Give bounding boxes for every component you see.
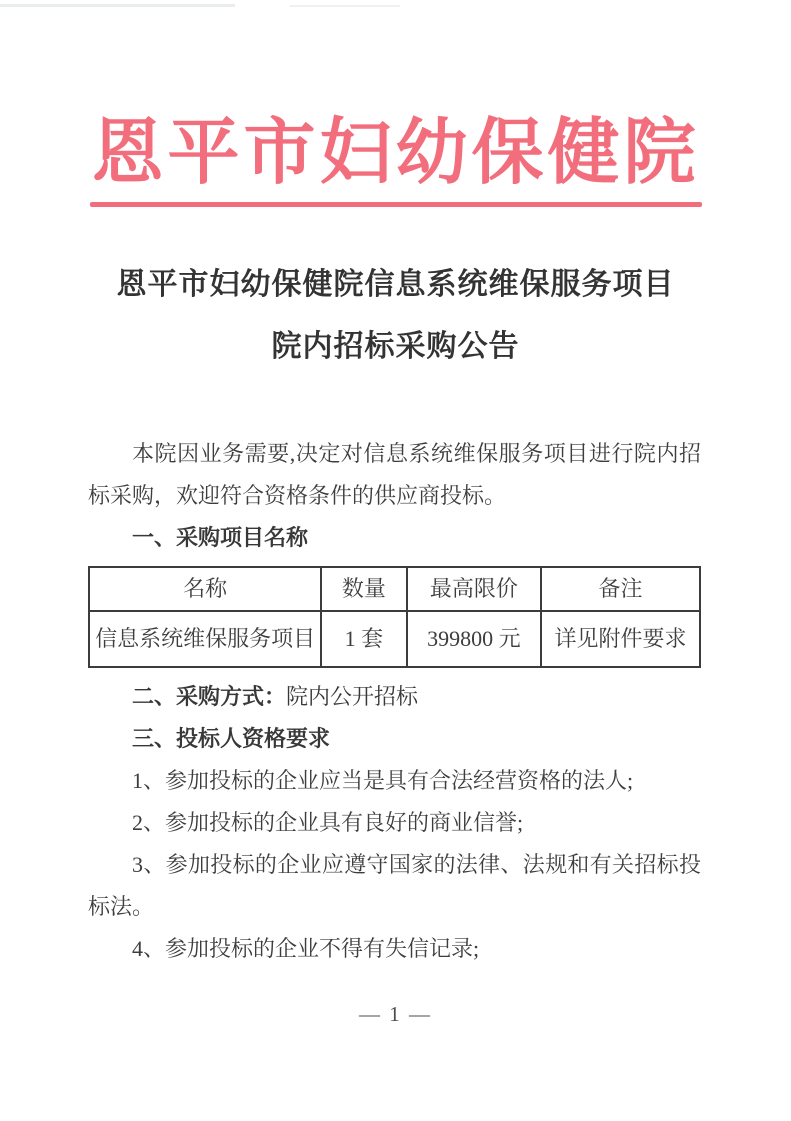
section-3-heading: 三、投标人资格要求	[132, 725, 331, 751]
scan-artifact	[0, 4, 235, 7]
org-name: 恩平市妇幼保健院	[91, 113, 700, 193]
intro-paragraph: 本院因业务需要,决定对信息系统维保服务项目进行院内招标采购，欢迎符合资格条件的供应商投标。	[88, 440, 701, 508]
procurement-table	[88, 566, 701, 668]
table-header-qty: 数量	[321, 567, 407, 611]
document-body	[88, 433, 701, 970]
cell-item-name: 信息系统维保服务项目	[89, 611, 321, 667]
document-title	[0, 265, 791, 367]
letterhead	[0, 0, 791, 207]
table-row	[89, 611, 700, 667]
table-header-row	[89, 567, 700, 611]
section-2-value: 院内公开招标	[286, 683, 419, 709]
scan-artifact	[290, 5, 400, 7]
requirement-item-1: 1、参加投标的企业应当是具有合法经营资格的法人;	[132, 767, 634, 793]
cell-quantity: 1 套	[321, 611, 407, 667]
document-title-line1: 恩平市妇幼保健院信息系统维保服务项目	[116, 267, 675, 301]
table-header-price: 最高限价	[407, 567, 541, 611]
table-header-note: 备注	[541, 567, 700, 611]
cell-max-price: 399800 元	[407, 611, 541, 667]
requirement-item-3: 3、参加投标的企业应遵守国家的法律、法规和有关招标投标法。	[88, 851, 701, 919]
section-1-heading: 一、采购项目名称	[132, 524, 309, 550]
requirement-item-4: 4、参加投标的企业不得有失信记录;	[132, 935, 480, 961]
page-number: — 1 —	[359, 1002, 432, 1026]
requirement-item-2: 2、参加投标的企业具有良好的商业信誉;	[132, 809, 524, 835]
document-title-line2: 院内招标采购公告	[271, 329, 520, 363]
section-2-heading	[88, 676, 701, 718]
letterhead-rule	[90, 202, 702, 207]
cell-note: 详见附件要求	[541, 611, 700, 667]
table-header-name: 名称	[89, 567, 321, 611]
section-2-label: 二、采购方式：	[132, 683, 287, 709]
